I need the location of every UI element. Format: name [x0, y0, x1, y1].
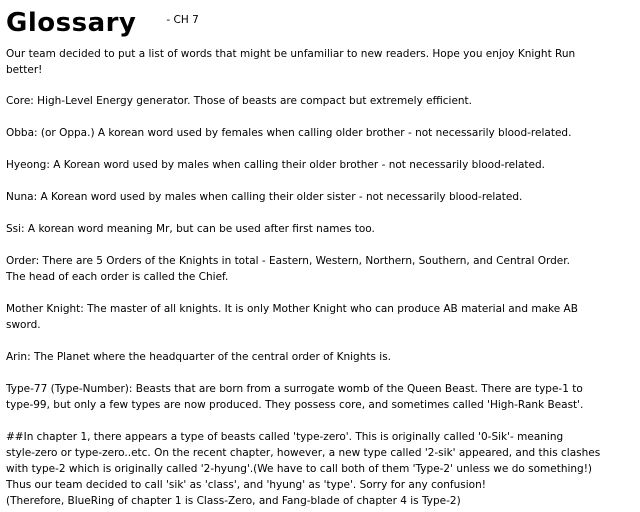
entry-line: Arin: The Planet where the headquarter of the central order of Knights is. — [6, 351, 391, 363]
glossary-entry-mother-knight — [6, 301, 632, 333]
entry-line: Type-77 (Type-Number): Beasts that are born from a surrogate womb of the Queen Beast. There are type-1 to — [6, 383, 583, 395]
glossary-entry-arin — [6, 349, 632, 365]
glossary-entry-type-77 — [6, 381, 632, 413]
glossary-entry-obba — [6, 125, 632, 141]
glossary-entry-hyeong — [6, 157, 632, 173]
intro-paragraph — [6, 46, 632, 78]
entry-line: Hyeong: A Korean word used by males when calling their older brother - not necessarily blood-related. — [6, 159, 546, 171]
entry-line: with type-2 which is originally called '2-hyung'.(We have to call both of them 'Type-2' unless we do something!) — [6, 463, 593, 475]
entry-line: Thus our team decided to call 'sik' as 'class', and 'hyung' as 'type'. Sorry for any confusion! — [6, 479, 486, 491]
glossary-entry-nuna — [6, 189, 632, 205]
entry-line: sword. — [6, 319, 41, 331]
entry-line: (Therefore, BlueRing of chapter 1 is Class-Zero, and Fang-blade of chapter 4 is Type-2) — [6, 495, 461, 507]
entry-line: ##In chapter 1, there appears a type of beasts called 'type-zero'. This is originally called '0-Sik'- meaning — [6, 431, 564, 443]
page-title: Glossary — [6, 8, 137, 38]
entry-line: Ssi: A korean word meaning Mr, but can be used after first names too. — [6, 223, 375, 235]
glossary-entries — [6, 46, 632, 509]
glossary-header — [6, 8, 632, 42]
entry-line: Our team decided to put a list of words that might be unfamiliar to new readers. Hope you enjoy Knight Run — [6, 48, 576, 60]
entry-line: Mother Knight: The master of all knights. It is only Mother Knight who can produce AB material and make AB — [6, 303, 578, 315]
entry-line: The head of each order is called the Chief. — [6, 271, 229, 283]
entry-line: better! — [6, 64, 43, 76]
glossary-note-class-type — [6, 429, 632, 509]
entry-line: Order: There are 5 Orders of the Knights in total - Eastern, Western, Northern, Southern, and Central Order. — [6, 255, 570, 267]
entry-line: Obba: (or Oppa.) A korean word used by females when calling older brother - not necessarily blood-related. — [6, 127, 572, 139]
glossary-entry-order — [6, 253, 632, 285]
entry-line: Nuna: A Korean word used by males when calling their older sister - not necessarily blood-related. — [6, 191, 523, 203]
glossary-entry-core — [6, 93, 632, 109]
entry-line: style-zero or type-zero..etc. On the recent chapter, however, a new type called '2-sik' appeared, and this clashes — [6, 447, 601, 459]
entry-line: type-99, but only a few types are now produced. They possess core, and sometimes called 'High-Rank Beast'. — [6, 399, 584, 411]
entry-line: Core: High-Level Energy generator. Those of beasts are compact but extremely efficient. — [6, 95, 473, 107]
glossary-entry-ssi — [6, 221, 632, 237]
chapter-label: - CH 7 — [166, 14, 199, 26]
